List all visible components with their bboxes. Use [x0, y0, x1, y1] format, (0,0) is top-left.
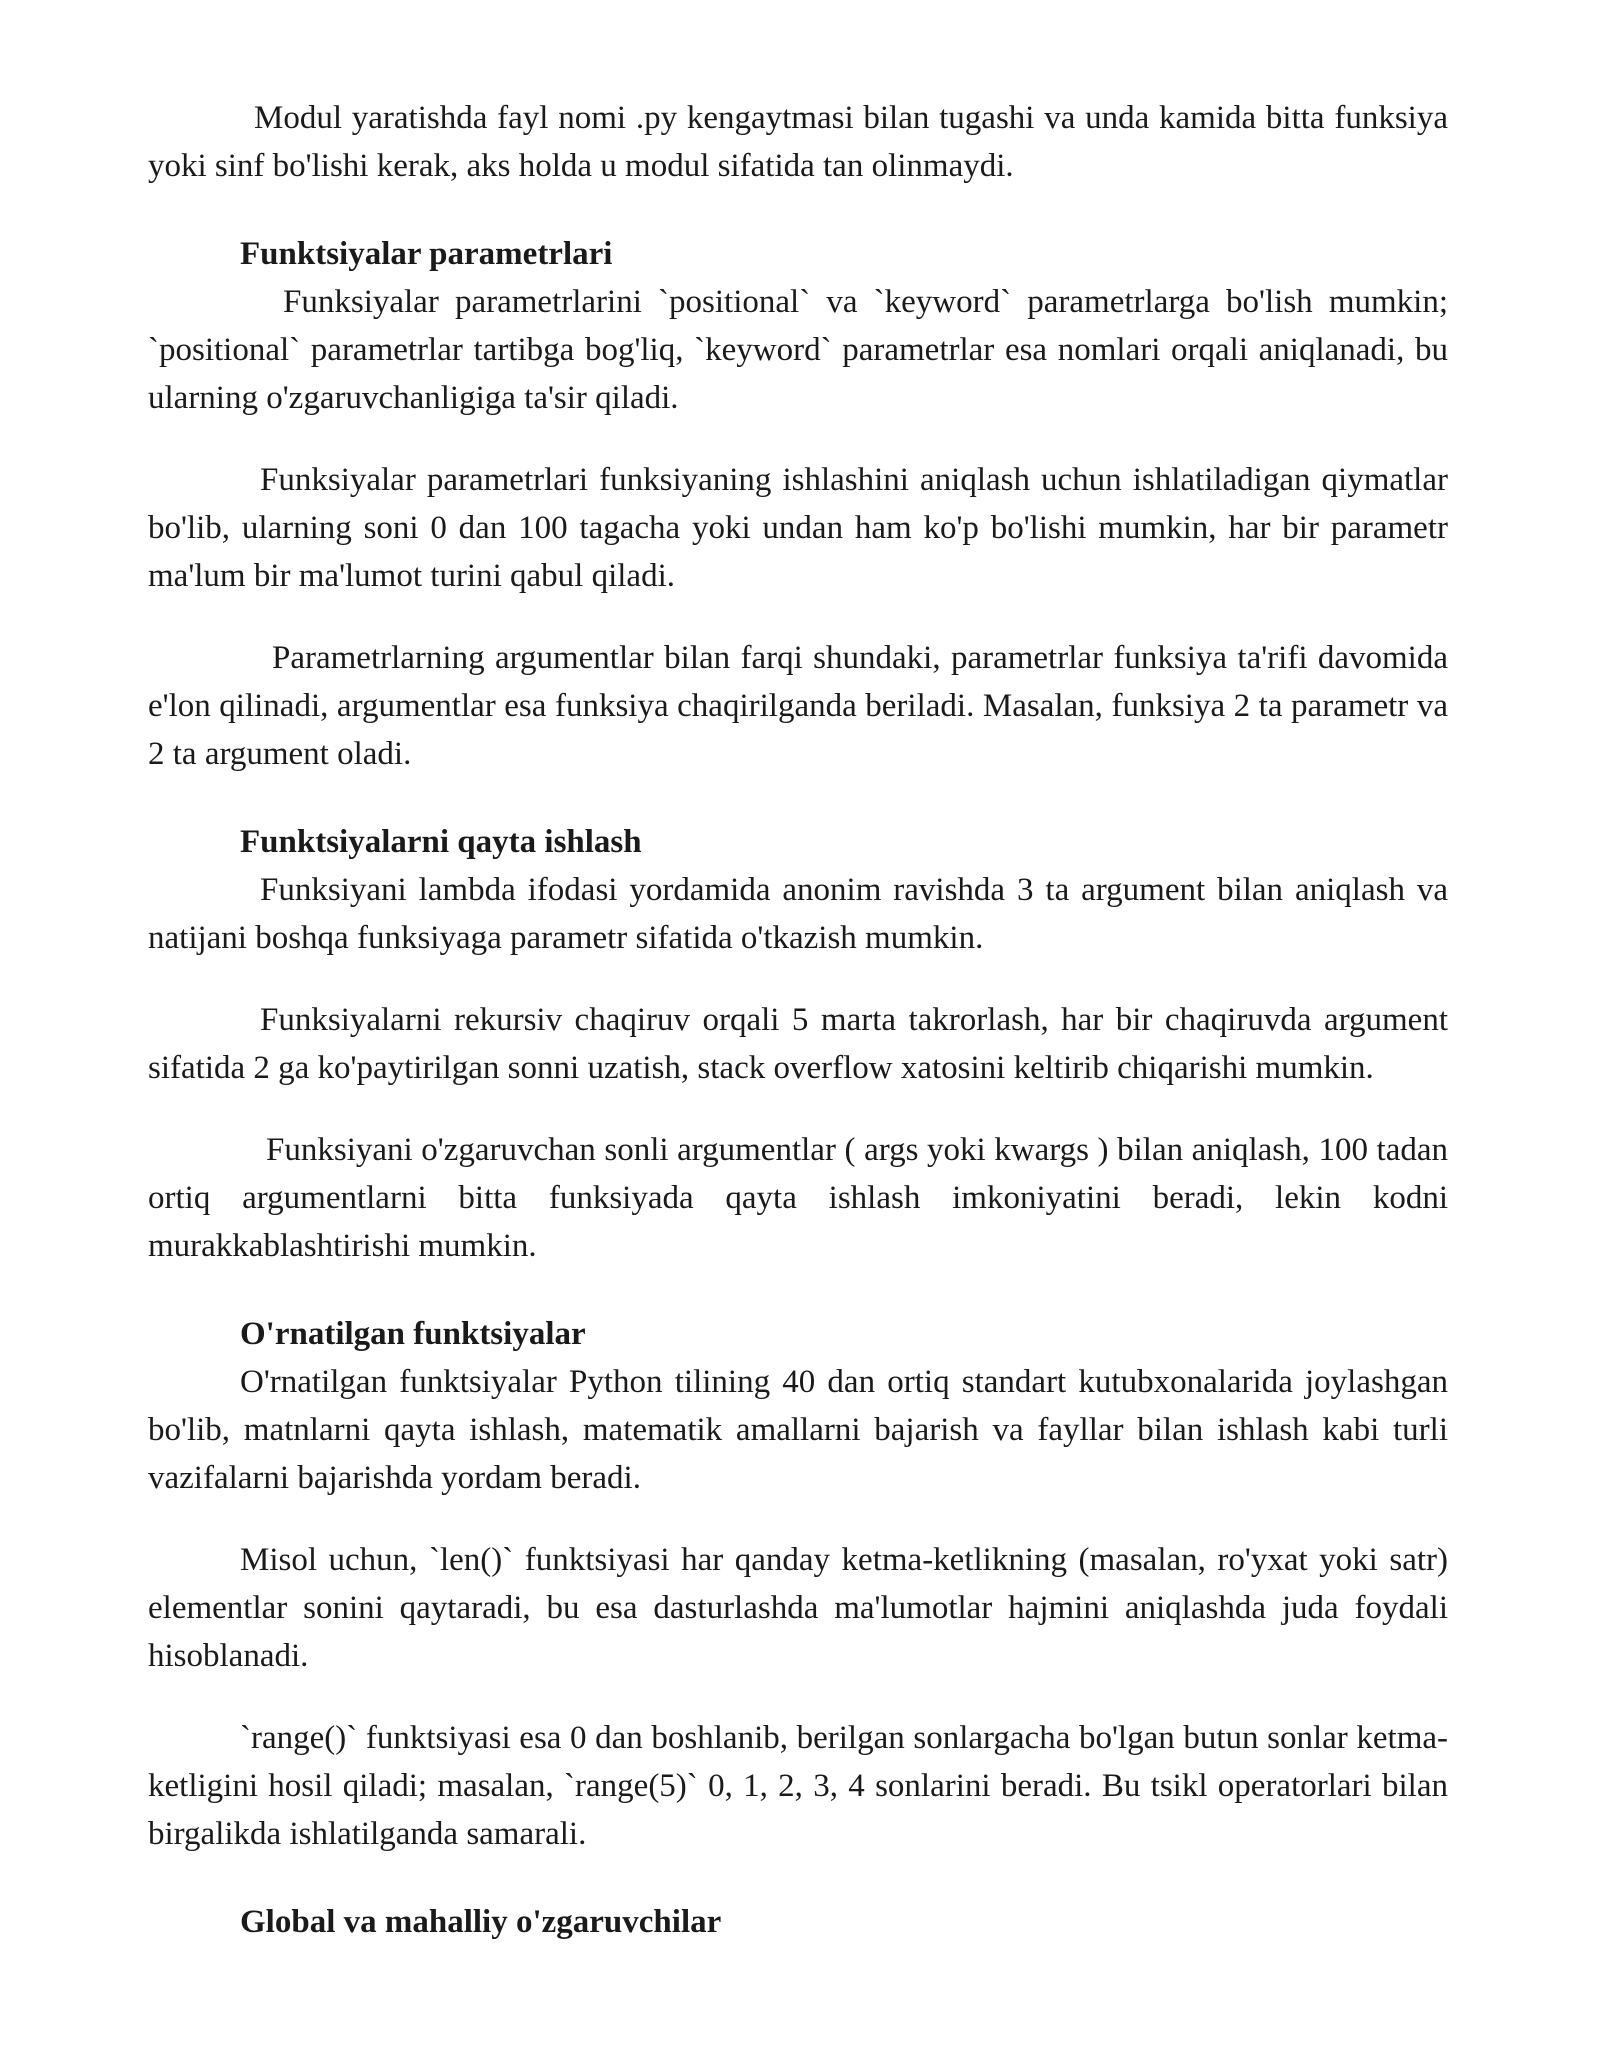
heading-function-processing: Funktsiyalarni qayta ishlash — [240, 824, 642, 860]
heading-builtin-functions: O'rnatilgan funktsiyalar — [240, 1316, 586, 1352]
paragraph-len-function: Misol uchun, `len()` funktsiyasi har qanday ketma-ketlikning (masalan, ro'yxat yoki satr) elementlar sonini qaytaradi, bu esa dasturlashda ma'lumotlar hajmini aniqlashda juda foydali hisoblanadi. — [148, 1542, 1448, 1674]
paragraph-parameter-values: Funksiyalar parametrlari funksiyaning ishlashini aniqlash uchun ishlatiladigan qiymatlar bo'lib, ularning soni 0 dan 100 tagacha yoki undan ham ko'p bo'lishi mumkin, har bir parametr ma'lum bir ma'lumot turini qabul qiladi. — [148, 462, 1448, 594]
heading-function-parameters: Funktsiyalar parametrlari — [240, 236, 613, 272]
paragraph-positional-keyword: Funksiyalar parametrlarini `positional` va `keyword` parametrlarga bo'lish mumkin; `positional` parametrlar tartibga bog'liq, `keyword` parametrlar esa nomlari orqali aniqlanadi, bu ularning o'zgaruvchanligiga ta'sir qiladi. — [148, 284, 1448, 416]
paragraph-module-creation: Modul yaratishda fayl nomi .py kengaytmasi bilan tugashi va unda kamida bitta funksiya yoki sinf bo'lishi kerak, aks holda u modul sifatida tan olinmaydi. — [148, 100, 1448, 184]
paragraph-variadic-args: Funksiyani o'zgaruvchan sonli argumentlar ( args yoki kwargs ) bilan aniqlash, 100 tadan ortiq argumentlarni bitta funksiyada qayta ishlash imkoniyatini beradi, lekin kodni murakkablashtirishi mumkin. — [148, 1132, 1448, 1264]
paragraph-builtin-overview: O'rnatilgan funktsiyalar Python tilining 40 dan ortiq standart kutubxonalarida joylashgan bo'lib, matnlarni qayta ishlash, matematik amallarni bajarish va fayllar bilan ishlash kabi turli vazifalarni bajarishda yordam beradi. — [148, 1364, 1448, 1496]
paragraph-parameters-vs-arguments: Parametrlarning argumentlar bilan farqi shundaki, parametrlar funksiya ta'rifi davomida e'lon qilinadi, argumentlar esa funksiya chaqirilganda beriladi. Masalan, funksiya 2 ta parametr va 2 ta argument oladi. — [148, 640, 1448, 772]
paragraph-recursion: Funksiyalarni rekursiv chaqiruv orqali 5 marta takrorlash, har bir chaqiruvda argument sifatida 2 ga ko'paytirilgan sonni uzatish, stack overflow xatosini keltirib chiqarishi mumkin. — [148, 1002, 1448, 1086]
paragraph-lambda: Funksiyani lambda ifodasi yordamida anonim ravishda 3 ta argument bilan aniqlash va natijani boshqa funksiyaga parametr sifatida o'tkazish mumkin. — [148, 872, 1448, 956]
heading-global-local-variables: Global va mahalliy o'zgaruvchilar — [240, 1904, 722, 1940]
paragraph-range-function: `range()` funktsiyasi esa 0 dan boshlanib, berilgan sonlargacha bo'lgan butun sonlar ketma-ketligini hosil qiladi; masalan, `range(5)` 0, 1, 2, 3, 4 sonlarini beradi. Bu tsikl operatorlari bilan birgalikda ishlatilganda samarali. — [148, 1720, 1448, 1852]
document-page — [148, 94, 1448, 1946]
